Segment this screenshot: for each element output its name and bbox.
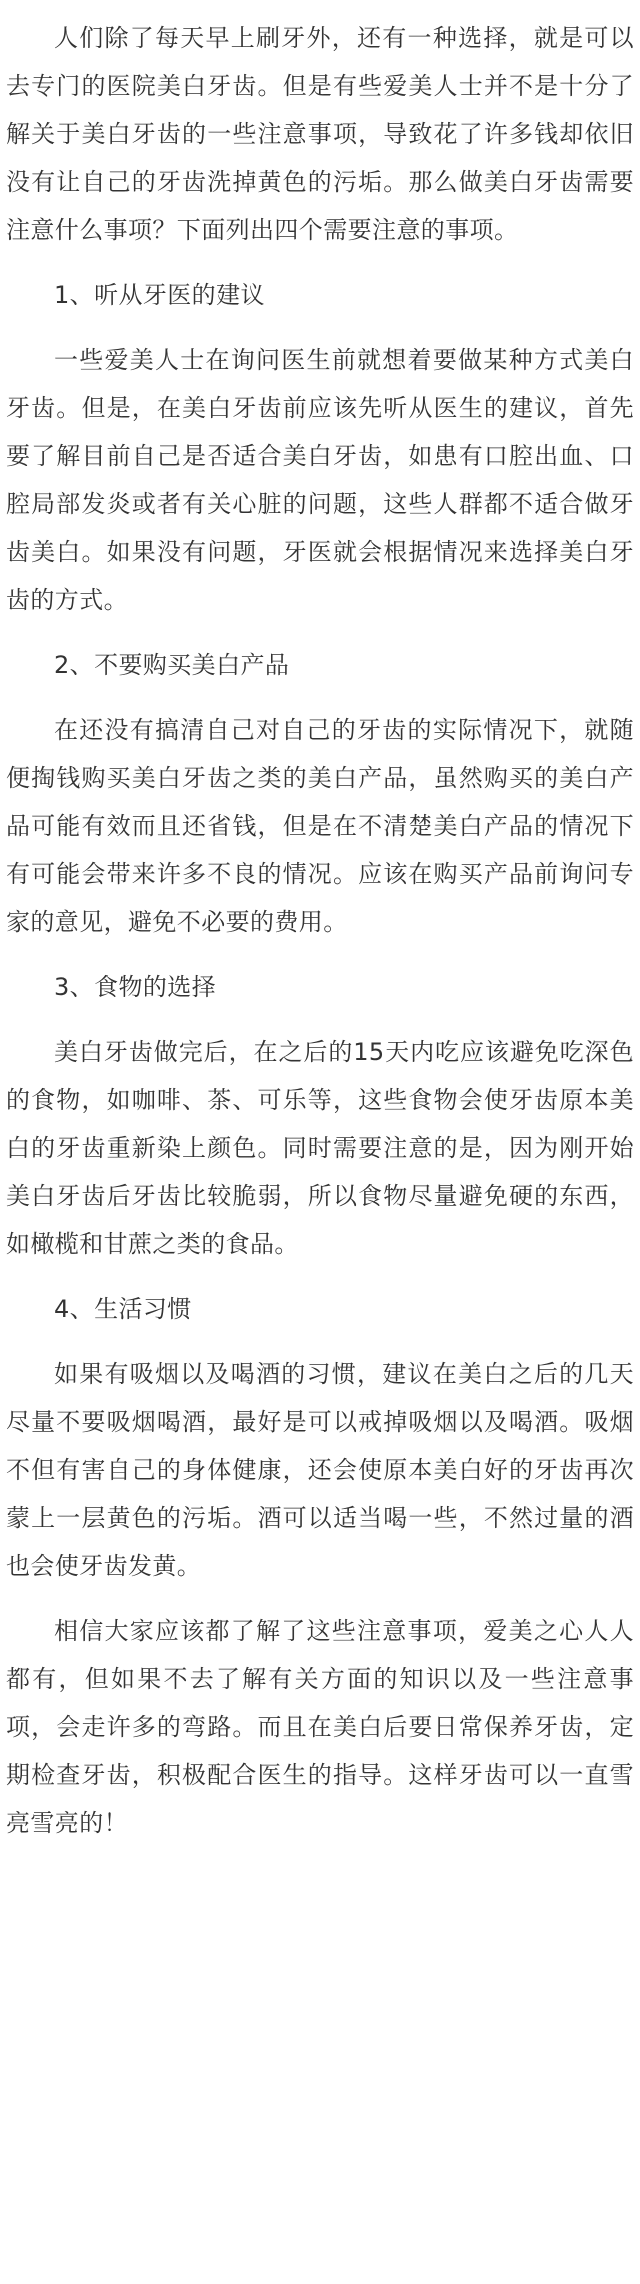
section-paragraph-4: 如果有吸烟以及喝酒的习惯，建议在美白之后的几天尽量不要吸烟喝酒，最好是可以戒掉吸烟以及喝酒。吸烟不但有害自己的身体健康，还会使原本美白好的牙齿再次蒙上一层黄色的污垢。酒可以适当喝一些，不然过量的酒也会使牙齿发黄。 xyxy=(6,1360,634,1580)
conclusion-paragraph: 相信大家应该都了解了这些注意事项，爱美之心人人都有，但如果不去了解有关方面的知识以及一些注意事项，会走许多的弯路。而且在美白后要日常保养牙齿，定期检查牙齿，积极配合医生的指导。这样牙齿可以一直雪亮雪亮的！ xyxy=(6,1617,634,1837)
section-heading-3: 3、食物的选择 xyxy=(54,973,217,1001)
intro-paragraph: 人们除了每天早上刷牙外，还有一种选择，就是可以去专门的医院美白牙齿。但是有些爱美人士并不是十分了解关于美白牙齿的一些注意事项，导致花了许多钱却依旧没有让自己的牙齿洗掉黄色的污垢。那么做美白牙齿需要注意什么事项？下面列出四个需要注意的事项。 xyxy=(6,24,634,244)
section-paragraph-3: 美白牙齿做完后，在之后的15天内吃应该避免吃深色的食物，如咖啡、茶、可乐等，这些食物会使牙齿原本美白的牙齿重新染上颜色。同时需要注意的是，因为刚开始美白牙齿后牙齿比较脆弱，所以食物尽量避免硬的东西，如橄榄和甘蔗之类的食品。 xyxy=(6,1038,634,1258)
section-paragraph-1: 一些爱美人士在询问医生前就想着要做某种方式美白牙齿。但是，在美白牙齿前应该先听从医生的建议，首先要了解目前自己是否适合美白牙齿，如患有口腔出血、口腔局部发炎或者有关心脏的问题，这些人群都不适合做牙齿美白。如果没有问题，牙医就会根据情况来选择美白牙齿的方式。 xyxy=(6,346,634,614)
section-heading-1: 1、听从牙医的建议 xyxy=(54,281,265,309)
section-paragraph-2: 在还没有搞清自己对自己的牙齿的实际情况下，就随便掏钱购买美白牙齿之类的美白产品，虽然购买的美白产品可能有效而且还省钱，但是在不清楚美白产品的情况下有可能会带来许多不良的情况。应该在购买产品前询问专家的意见，避免不必要的费用。 xyxy=(6,716,634,936)
section-heading-4: 4、生活习惯 xyxy=(54,1295,192,1323)
section-heading-2: 2、不要购买美白产品 xyxy=(54,651,290,679)
